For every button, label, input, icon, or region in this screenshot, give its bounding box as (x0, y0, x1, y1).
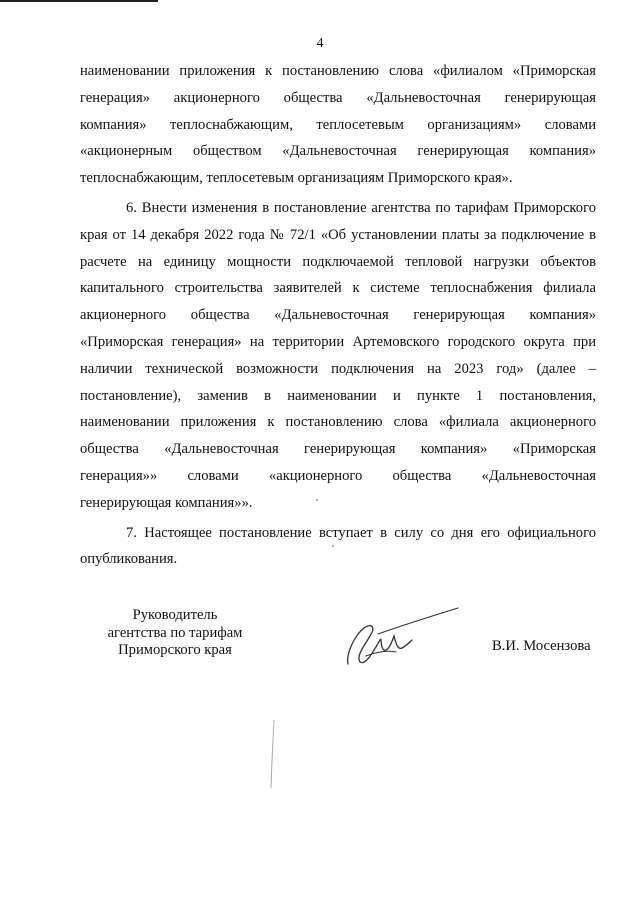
scan-artifact-line (268, 718, 278, 790)
top-rule (0, 0, 158, 2)
text-line: наличии технической возможности подключения на 2023 год» (далее – (80, 360, 596, 377)
scan-speck (332, 545, 334, 547)
text-line: 6. Внести изменения в постановление агентства по тарифам Приморского (126, 199, 596, 216)
scan-speck (316, 499, 318, 501)
signatory-position-line: Приморского края (118, 642, 232, 658)
signatory-position-line: агентства по тарифам (107, 624, 243, 641)
signatory-position-line: Руководитель (132, 607, 218, 623)
text-line: края от 14 декабря 2022 года № 72/1 «Об установлении платы за подключение в (80, 226, 596, 243)
text-line: общества «Дальневосточная генерирующая компания» «Приморская (80, 441, 596, 458)
text-line: теплоснабжающим, теплосетевым организациям Приморского края». (80, 170, 513, 187)
signer-name: В.И. Мосензова (492, 638, 591, 654)
text-line: опубликования. (80, 551, 178, 568)
paragraph-continuation (80, 58, 596, 192)
text-line: расчете на единицу мощности подключаемой тепловой нагрузки объектов (80, 253, 596, 270)
text-line: капитального строительства заявителей к системе теплоснабжения филиала (80, 280, 596, 297)
text-line: «Приморская генерация» на территории Артемовского городского округа при (80, 333, 596, 350)
text-line: генерация» акционерного общества «Дальневосточная генерирующая (80, 89, 596, 106)
text-line: постановление), заменив в наименовании и пункте 1 постановления, (80, 387, 596, 404)
text-line: генерация»» словами «акционерного общества «Дальневосточная (80, 467, 596, 484)
text-line: наименовании приложения к постановлению слова «филиалом «Приморская (80, 63, 596, 79)
document-body (80, 58, 596, 576)
paragraph-7 (80, 520, 596, 574)
text-line: генерирующая компания»». (80, 494, 253, 511)
handwritten-signature (336, 606, 464, 670)
text-line: акционерного общества «Дальневосточная генерирующая компания» (80, 307, 596, 324)
text-line: компания» теплоснабжающим, теплосетевым организациям» словами (80, 116, 596, 133)
text-line: 7. Настоящее постановление вступает в силу со дня его официального (126, 524, 596, 541)
signatory-position (90, 607, 260, 660)
paragraph-6 (80, 195, 596, 517)
text-line: «акционерным обществом «Дальневосточная генерирующая компания» (80, 143, 596, 160)
page-number: 4 (316, 36, 324, 51)
text-line: наименовании приложения к постановлению слова «филиала акционерного (80, 414, 596, 431)
